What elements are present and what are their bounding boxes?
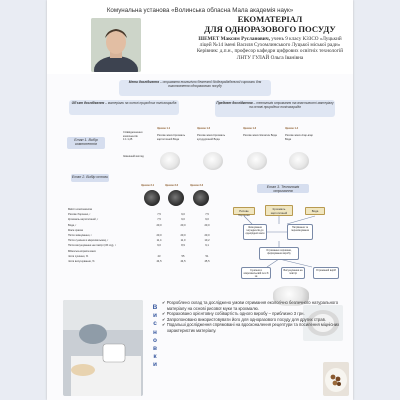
author-photo: [91, 18, 141, 72]
table-cell: 55: [181, 254, 185, 258]
step-forming: Отримання сировини, формування виробу: [259, 247, 299, 260]
stage1-appearance-label: Зовнішній вигляд: [123, 155, 144, 158]
goal-text: – отримання екологічно безпечної біодеградабельної сировини для виготовлення одноразового посуду: [159, 80, 262, 88]
table-cell: 20,0: [180, 234, 186, 238]
row-label: Рисове борошно, г: [68, 213, 91, 217]
table-cell: 11,0: [180, 239, 186, 243]
row-label: Після змішування, г: [68, 234, 92, 238]
table-cell: 20,0: [156, 234, 162, 238]
row-label: Після висушування на повітрі (36 год), г: [68, 244, 116, 248]
table-cell: 9,0: [205, 218, 209, 222]
table-cell: 20,0: [204, 234, 210, 238]
table-row: [67, 259, 219, 264]
table-cell: 8,9: [181, 244, 185, 248]
table-cell: 7,5: [205, 213, 209, 217]
table-cell: 9,0: [181, 218, 185, 222]
supervisor: Керівник: д.п.н., професор кафедри цифрових освітніх технологій ЛНТУ ГУЛАЙ Ольга Іванівна: [196, 48, 344, 61]
heading-letter: в: [153, 345, 157, 353]
author-block: [195, 36, 345, 61]
table-cell: 11,4: [156, 239, 162, 243]
heading-letter: и: [153, 361, 157, 369]
goal-box: [119, 80, 271, 96]
table-cell: 7,5: [157, 218, 161, 222]
heading-letter: о: [153, 336, 157, 344]
stage1-comp-3: Рисове жмиз Желатин Вода: [243, 134, 277, 137]
stage1-comp-4: Рисове жмиз Агар-агар Вода: [285, 134, 313, 141]
row-label: Відносна втрата маси: [68, 249, 97, 253]
conclusion-item: ✔ Подальші дослідження спрямовані на вдосконалення рецептури та посилення міцнісних характеристик матеріалу.: [162, 322, 340, 333]
stage1-col-1: Зразок 1.1: [157, 127, 171, 130]
stage2-col-2: Зразок 2.2: [165, 184, 179, 187]
row-label: Вода, г: [68, 223, 77, 227]
author-name: ШЕМЕТ Максим Русланович,: [198, 36, 270, 42]
sample-2-1-photo: [144, 190, 160, 206]
table-cell: 20,0: [180, 223, 186, 227]
conclusion-item: ✔ Запропоновано використовувати його для одноразового посуду для других страв.: [162, 316, 326, 322]
poster-title: [195, 14, 345, 34]
row-label: після висушування, %: [68, 259, 95, 263]
heading-letter: В: [152, 304, 158, 311]
table-cell: 9,1: [205, 244, 209, 248]
step-mixing: Змішування інгредієнтів до однорідної маси: [243, 224, 267, 240]
title-line-1: ЕКОМАТЕРІАЛ: [237, 14, 303, 24]
row-label: Маса зразка: [68, 228, 83, 232]
conclusion-text: Подальші дослідження спрямовані на вдосконалення рецептури та посилення міцнісних характеристик матеріалу.: [166, 322, 340, 333]
stage1-col-4: Зразок 1.4: [285, 127, 299, 130]
step-air-drying: Висушування на повітрі: [281, 267, 305, 279]
stage1-col-2: Зразок 1.2: [197, 127, 211, 130]
stage1-comp-1: Рисове жмиз Крохмаль картопляний Вода: [157, 134, 186, 141]
stage3-label: Етап 3. Технологія отримання: [257, 184, 309, 193]
heading-letter: с: [153, 320, 157, 328]
stage1-label: Етап 1. Вибір компонентів: [67, 137, 105, 149]
conclusions-heading: [151, 304, 159, 370]
table-cell: 45,5: [204, 259, 210, 263]
food-on-plate-photo: [323, 362, 349, 396]
institution: Комунальна установа «Волинська обласна Мала академія наук»: [106, 7, 294, 14]
table-cell: 10,2: [204, 239, 210, 243]
input-rice-flour: Рисове борошно: [233, 207, 255, 215]
table-cell: 9,0: [157, 244, 161, 248]
goal-heading: Мета дослідження: [128, 80, 160, 84]
subject-box: [215, 100, 335, 117]
sample-1-1-photo: [160, 152, 180, 170]
poster-header: [47, 0, 353, 74]
stage1-col-3: Зразок 1.3: [243, 127, 257, 130]
poster: [47, 0, 353, 400]
stage2-table: [67, 207, 219, 264]
object-box: [69, 100, 179, 115]
table-cell: 44,5: [180, 259, 186, 263]
conclusion-text: Розроблено склад та досліджено умови отримання екологічно безпечного натурального матеріалу на основі рисової муки та крохмалю.: [166, 300, 339, 311]
table-cell: 20,0: [156, 223, 162, 227]
conclusion-item: ✔ Розраховано орієнтовну собівартість одного виробу – приблизно 3 грн.: [162, 311, 305, 317]
author-info: [198, 36, 341, 48]
step-product: Отриманий виріб: [313, 267, 339, 279]
sample-2-3-photo: [193, 190, 209, 206]
input-potato-starch: Крохмаль картопляний: [265, 205, 293, 216]
sample-2-2-photo: [168, 190, 184, 206]
object-heading: Об'єкт дослідження: [71, 101, 105, 105]
table-cell: 9,0: [181, 213, 185, 217]
conclusion-item: ✔ Розроблено склад та досліджено умови отримання екологічно безпечного натурального матеріалу на основі рисової муки та крохмалю.: [162, 300, 339, 311]
step-microwave: Сушіння в мікрохвильовій печі 8 хв: [241, 267, 271, 279]
stage2-col-3: Зразок 2.3: [190, 184, 204, 187]
heading-letter: и: [153, 312, 157, 320]
table-cell: 43: [157, 254, 161, 258]
stage1-ratio: Співвідношення компонентів 1:1:1,25: [123, 131, 143, 142]
row-label: Крохмаль картопляний, г: [68, 218, 99, 222]
title-line-2: ДЛЯ ОДНОРАЗОВОГО ПОСУДУ: [204, 24, 336, 34]
row-label: після сушіння, %: [68, 254, 89, 258]
stage1-comp-2: Рисове жмиз Крохмаль кукурудзяний Вода: [197, 134, 226, 141]
step-heating: Нагрівання та перемішування: [287, 224, 313, 240]
sample-1-4-photo: [289, 152, 309, 170]
input-water: Вода: [305, 207, 325, 215]
subject-heading: Предмет дослідження: [216, 101, 253, 105]
conclusions-list: [162, 300, 342, 334]
conclusion-text: Розраховано орієнтовну собівартість одного виробу – приблизно 3 грн.: [166, 311, 305, 317]
table-cell: 7,5: [157, 213, 161, 217]
sample-1-2-photo: [203, 152, 223, 170]
stage2-col-1: Зразок 2.1: [141, 184, 155, 187]
row-label: Після сушіння в мікрохвильовці, г: [68, 239, 109, 243]
table-cell: 20,0: [204, 223, 210, 227]
conclusion-text: Запропоновано використовувати його для одноразового посуду для других страв.: [166, 316, 326, 322]
lab-work-photo: [63, 300, 143, 396]
table-cell: 44,5: [156, 259, 162, 263]
object-text: – матеріали на основі природних полісахаридів: [104, 101, 177, 105]
row-label: Вміст компонентів: [68, 208, 92, 212]
heading-letter: к: [153, 353, 157, 361]
table-cell: 51: [205, 254, 209, 258]
sample-1-3-photo: [247, 152, 267, 170]
stage2-label: Етап 2. Вибір основи: [71, 174, 109, 182]
subject-text: – технологія отримання та властивості матеріалу на основі природних полісахаридів: [249, 101, 334, 109]
author-rest: учень 9 класу КЗЗСО «Луцький ліцей №14 імені Василя Сухомлинського Луцької міської ради»: [199, 36, 342, 49]
heading-letter: н: [153, 328, 157, 336]
